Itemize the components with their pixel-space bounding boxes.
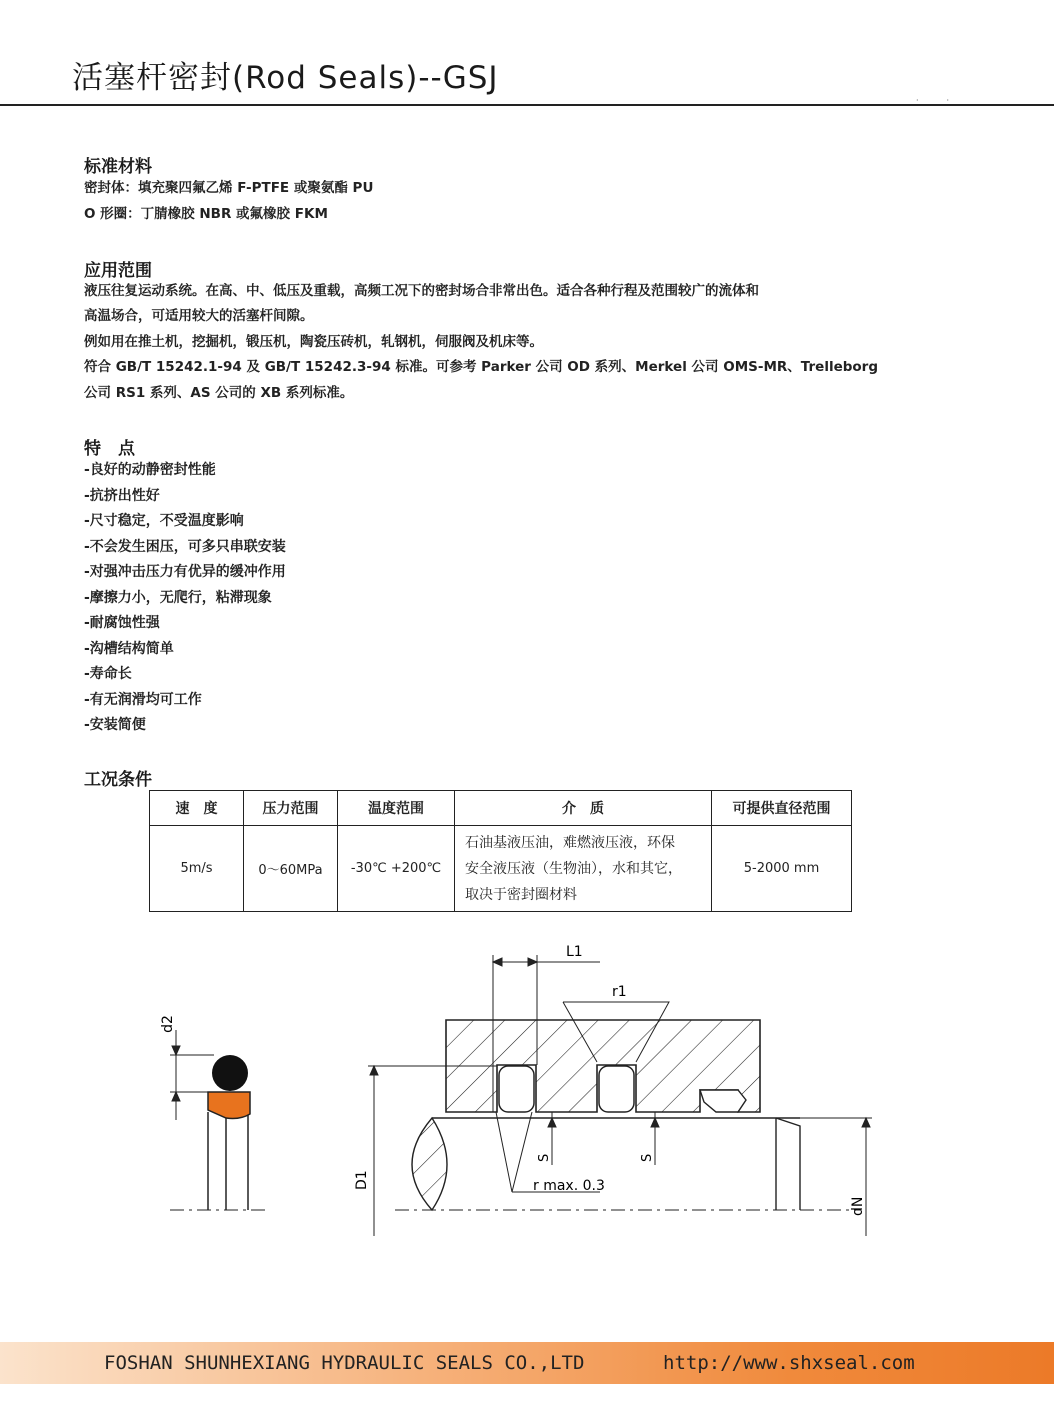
seal-element-2 [599, 1066, 634, 1112]
r1-label: r1 [612, 984, 627, 1000]
application-line-2: 高温场合，可适用较大的活塞杆间隙。 [84, 308, 314, 324]
footer-bar [0, 1342, 1054, 1384]
feature-item: -对强冲击压力有优异的缓冲作用 [84, 564, 286, 580]
groove-assembly-view [354, 944, 872, 1236]
D1-label: D1 [354, 1170, 370, 1190]
o-ring [212, 1055, 248, 1091]
application-line-5: 公司 RS1 系列、AS 公司的 XB 系列标准。 [84, 385, 354, 401]
application-line-4: 符合 GB/T 15242.1-94 及 GB/T 15242.3-94 标准。可参考 Parker 公司 OD 系列、Merkel 公司 OMS-MR、Trelleborg [84, 359, 879, 375]
seal-section-view [160, 1015, 270, 1210]
decorative-dots: ·· [916, 96, 978, 105]
cell-medium [455, 826, 712, 912]
d2-label: d2 [160, 1015, 176, 1033]
materials-heading: 标准材料 [84, 157, 152, 177]
feature-item: -耐腐蚀性强 [84, 615, 160, 631]
seal-ring-profile [208, 1092, 250, 1119]
feature-item: -尺寸稳定，不受温度影响 [84, 513, 244, 529]
feature-item: -寿命长 [84, 666, 132, 682]
page-title: 活塞杆密封(Rod Seals)--GSJ [72, 60, 499, 96]
cell-speed: 5m/s [150, 826, 244, 912]
table-header-row [150, 791, 852, 826]
header-temperature: 温度范围 [338, 791, 455, 826]
footer-url[interactable]: http://www.shxseal.com [663, 1352, 915, 1374]
feature-item: -摩擦力小，无爬行，粘滞现象 [84, 589, 272, 606]
L1-label: L1 [566, 944, 583, 960]
s-label-2: S [640, 1153, 655, 1162]
materials-line-1: 密封体：填充聚四氟乙烯 F-PTFE 或聚氨酯 PU [84, 180, 374, 196]
technical-drawing [0, 930, 1054, 1250]
feature-item: -安装简便 [84, 717, 146, 733]
seal-element-1 [499, 1066, 534, 1112]
feature-item: -沟槽结构简单 [84, 640, 174, 657]
rod-chamfer [776, 1118, 800, 1210]
section-outline [208, 1112, 248, 1210]
header-medium: 介 质 [455, 791, 712, 826]
dN-label: dN [850, 1196, 866, 1216]
header-pressure: 压力范围 [244, 791, 338, 826]
footer-company: FOSHAN SHUNHEXIANG HYDRAULIC SEALS CO.,LTD [104, 1352, 585, 1374]
cell-temperature: -30℃ +200℃ [338, 826, 455, 912]
features-heading: 特 点 [84, 439, 135, 459]
rod-cut-section [412, 1118, 447, 1210]
cell-pressure: 0～60MPa [244, 826, 338, 912]
feature-item: -有无润滑均可工作 [84, 691, 202, 708]
table-row [150, 826, 852, 912]
application-line-3: 例如用在推土机，挖掘机，锻压机，陶瓷压砖机，轧钢机，伺服阀及机床等。 [84, 334, 543, 350]
conditions-heading: 工况条件 [84, 770, 152, 790]
s-label-1: S [537, 1153, 552, 1162]
wiper-element [700, 1090, 746, 1112]
materials-line-2: O 形圈：丁腈橡胶 NBR 或氟橡胶 FKM [84, 206, 328, 222]
conditions-table [149, 790, 852, 912]
medium-line: 取决于密封圈材料 [465, 886, 577, 903]
title-divider [0, 104, 1054, 106]
feature-item: -不会发生困压，可多只串联安装 [84, 538, 286, 555]
medium-line: 石油基液压油，难燃液压液，环保 [465, 834, 675, 851]
application-line-1: 液压往复运动系统。在高、中、低压及重载，高频工况下的密封场合非常出色。适合各种行程及范围较广的流体和 [84, 283, 759, 299]
rmax-label: r max. 0.3 [533, 1178, 605, 1194]
features-list [84, 458, 286, 739]
header-diameter: 可提供直径范围 [712, 791, 852, 826]
application-heading: 应用范围 [84, 261, 152, 281]
cell-diameter: 5-2000 mm [712, 826, 852, 912]
header-speed: 速 度 [150, 791, 244, 826]
feature-item: -抗挤出性好 [84, 487, 160, 504]
medium-line: 安全液压液（生物油），水和其它， [465, 860, 682, 877]
dN-dimension [800, 1118, 872, 1236]
feature-item: -良好的动静密封性能 [84, 462, 216, 478]
